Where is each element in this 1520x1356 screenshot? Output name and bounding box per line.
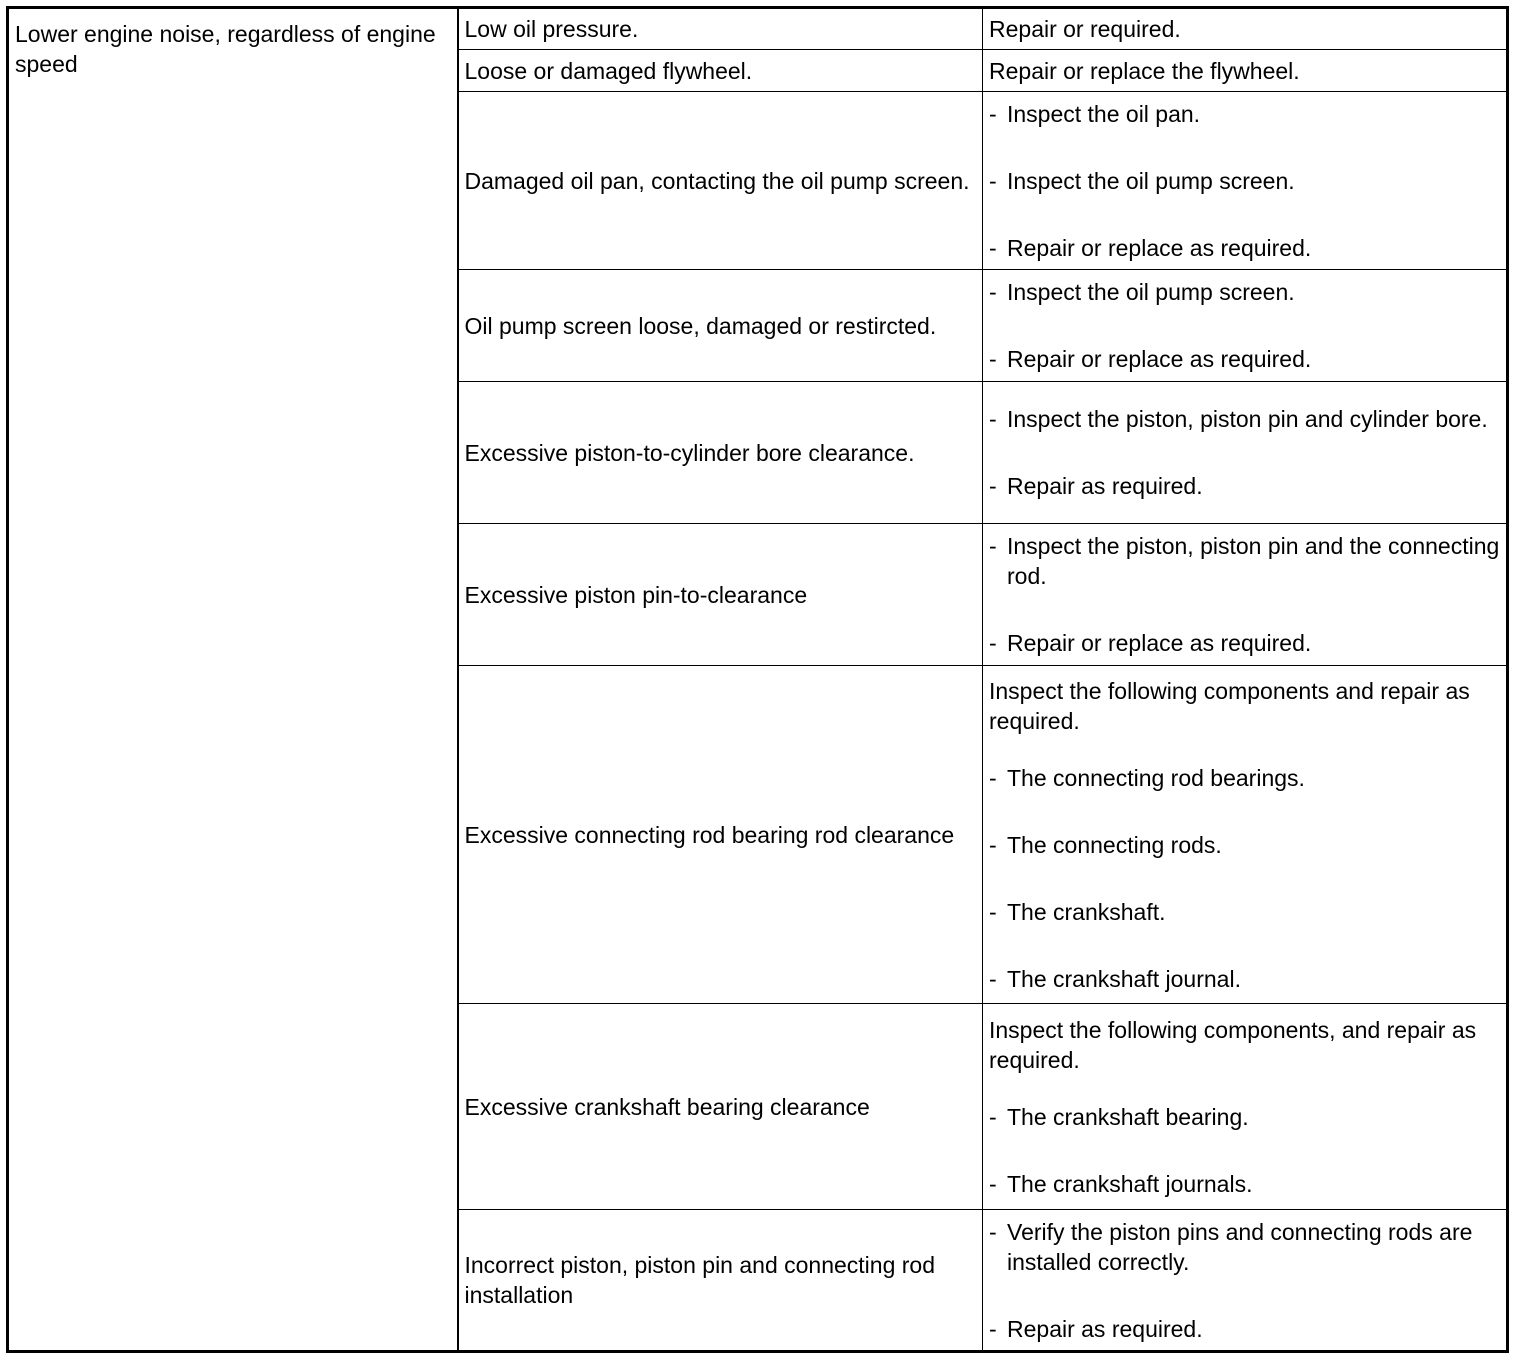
action-cell — [983, 1004, 1508, 1210]
action-step — [989, 344, 1500, 374]
action-steps — [989, 404, 1500, 501]
action-step-text: Inspect the piston, piston pin and cylinder bore. — [1007, 406, 1488, 432]
action-cell: Repair or required. — [983, 8, 1508, 50]
dash-bullet: - — [989, 100, 997, 127]
action-step — [989, 763, 1500, 793]
cause-cell: Loose or damaged flywheel. — [458, 50, 983, 92]
cause-cell: Oil pump screen loose, damaged or restircted. — [458, 270, 983, 382]
action-step-text: The crankshaft journals. — [1007, 1170, 1253, 1197]
action-steps — [989, 1102, 1500, 1199]
action-step — [989, 628, 1500, 658]
action-step — [989, 1314, 1500, 1344]
action-step-text: Inspect the oil pump screen. — [1007, 279, 1295, 305]
action-cell: Repair or replace the flywheel. — [983, 50, 1508, 92]
dash-bullet: - — [989, 533, 997, 559]
action-step — [989, 531, 1500, 591]
dash-bullet: - — [989, 406, 997, 432]
cause-cell: Damaged oil pan, contacting the oil pump screen. — [458, 92, 983, 270]
action-step-text: Repair as required. — [1007, 473, 1203, 499]
action-step — [989, 1169, 1500, 1199]
dash-bullet: - — [989, 234, 997, 261]
action-step — [989, 1102, 1500, 1132]
action-step-text: Inspect the oil pump screen. — [1007, 167, 1295, 194]
action-step-text: Inspect the piston, piston pin and the connecting rod. — [1007, 533, 1500, 589]
action-step-text: Repair as required. — [1007, 1315, 1203, 1342]
symptom-cell: Lower engine noise, regardless of engine speed — [8, 8, 458, 1352]
action-intro: Inspect the following components, and repair as required. — [989, 1016, 1477, 1073]
cause-cell: Excessive piston-to-cylinder bore clearance. — [458, 382, 983, 524]
action-step-text: Repair or replace as required. — [1007, 234, 1312, 261]
action-step-text: Verify the piston pins and connecting rods are installed correctly. — [1007, 1218, 1473, 1275]
action-step-text: Inspect the oil pan. — [1007, 100, 1201, 127]
action-cell — [983, 666, 1508, 1004]
action-cell — [983, 92, 1508, 270]
action-step-text: Repair or replace as required. — [1007, 346, 1312, 372]
dash-bullet: - — [989, 1103, 997, 1130]
cause-cell: Excessive piston pin-to-clearance — [458, 524, 983, 666]
action-step — [989, 1217, 1500, 1277]
action-step — [989, 897, 1500, 927]
dash-bullet: - — [989, 167, 997, 194]
action-steps — [989, 1217, 1500, 1344]
cause-cell: Excessive connecting rod bearing rod clearance — [458, 666, 983, 1004]
dash-bullet: - — [989, 1170, 997, 1197]
dash-bullet: - — [989, 279, 997, 305]
action-cell — [983, 524, 1508, 666]
action-step-text: The crankshaft. — [1007, 898, 1166, 925]
action-step — [989, 471, 1500, 501]
action-step-text: The crankshaft journal. — [1007, 965, 1241, 992]
action-step-text: The crankshaft bearing. — [1007, 1103, 1249, 1130]
action-step — [989, 277, 1500, 307]
dash-bullet: - — [989, 831, 997, 858]
dash-bullet: - — [989, 630, 997, 656]
action-step-text: The connecting rod bearings. — [1007, 764, 1305, 791]
action-step — [989, 233, 1500, 263]
cause-cell: Incorrect piston, piston pin and connecting rod installation — [458, 1210, 983, 1352]
action-step-text: The connecting rods. — [1007, 831, 1222, 858]
dash-bullet: - — [989, 1315, 997, 1342]
action-step — [989, 166, 1500, 196]
action-step — [989, 830, 1500, 860]
dash-bullet: - — [989, 764, 997, 791]
action-step — [989, 99, 1500, 129]
action-steps — [989, 763, 1500, 994]
action-step — [989, 404, 1500, 434]
table-row — [8, 8, 1508, 50]
action-cell — [983, 382, 1508, 524]
cause-cell: Excessive crankshaft bearing clearance — [458, 1004, 983, 1210]
dash-bullet: - — [989, 898, 997, 925]
action-steps — [989, 99, 1500, 263]
dash-bullet: - — [989, 965, 997, 992]
diagnosis-table — [6, 6, 1509, 1353]
action-cell — [983, 270, 1508, 382]
action-steps — [989, 531, 1500, 658]
action-step-text: Repair or replace as required. — [1007, 630, 1312, 656]
dash-bullet: - — [989, 1218, 997, 1245]
action-steps — [989, 277, 1500, 374]
dash-bullet: - — [989, 473, 997, 499]
action-step — [989, 964, 1500, 994]
action-cell — [983, 1210, 1508, 1352]
cause-cell: Low oil pressure. — [458, 8, 983, 50]
dash-bullet: - — [989, 346, 997, 372]
action-intro: Inspect the following components and repair as required. — [989, 677, 1470, 734]
